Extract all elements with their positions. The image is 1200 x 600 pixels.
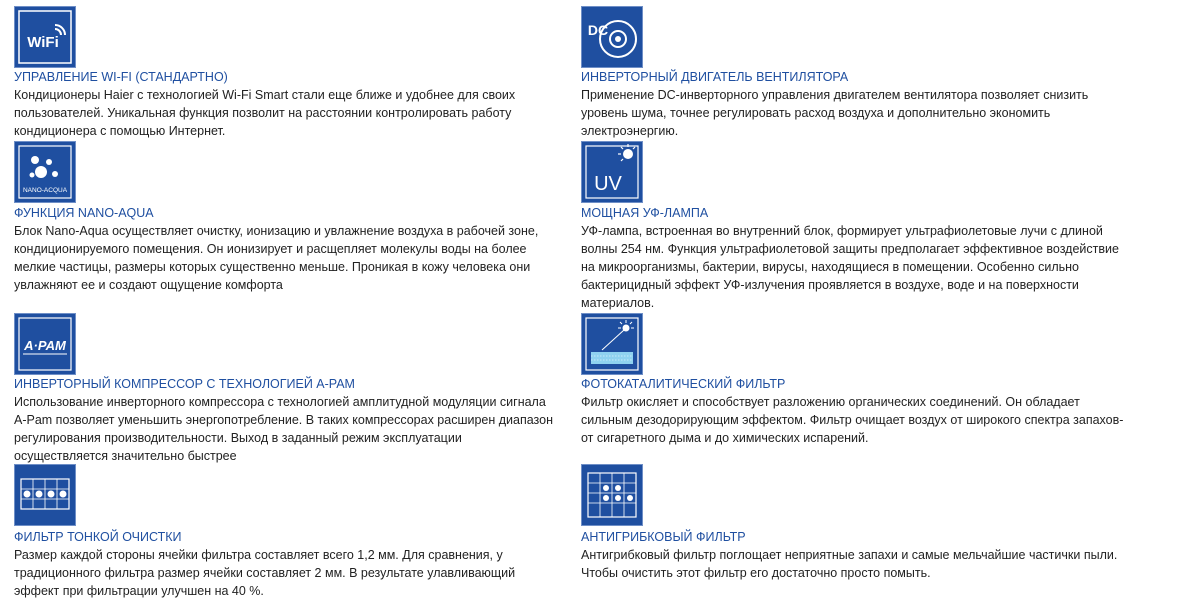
feature-description: Блок Nano-Aqua осуществляет очистку, ионизацию и увлажнение воздуха в рабочей зоне, кондиционируемого помещения. Он ионизирует и расщепляет молекулы воды на более мелкие частицы, размеры которых существенно меньше. Проникая в кожу человека они увлажняют ее и создают ощущение комфорта [14,224,539,292]
feature-title: УПРАВЛЕНИЕ WI-FI (СТАНДАРТНО) [14,70,228,84]
nano-aqua-icon [14,141,76,203]
feature-title: МОЩНАЯ УФ-ЛАМПА [581,206,709,220]
antifungal-filter-icon [581,464,643,526]
feature-description: УФ-лампа, встроенная во внутренний блок, формирует ультрафиолетовые лучи с длиной волны 254 нм. Функция ультрафиолетовой защиты предполагает эффективное воздействие на микроорганизмы, бактерии, вирусы, находящиеся в помещении. Особенно сильно бактерицидный эффект УФ-излучения проявляется в воздухе, воде и на поверхности материалов. [581,224,1119,310]
feature-title: ФУНКЦИЯ NANO-AQUA [14,206,154,220]
a-pam-icon-text: A·PAM [24,338,66,353]
wifi-icon-text: WiFi [27,34,59,51]
wifi-icon [14,6,76,68]
uv-lamp-icon [581,141,643,203]
feature-title: АНТИГРИБКОВЫЙ ФИЛЬТР [581,530,746,544]
photocatalytic-filter-icon [581,313,643,375]
feature-description: Фильтр окисляет и способствует разложению органических соединений. Он обладает сильным дезодорирующим эффектом. Фильтр очищает воздух от широкого спектра запахов-от сигаретного дыма и до химических испарений. [581,395,1124,445]
feature-title: ФОТОКАТАЛИТИЧЕСКИЙ ФИЛЬТР [581,377,786,391]
dc-motor-icon [581,6,643,68]
feature-description: Антигрибковый фильтр поглощает неприятные запахи и самые мельчайшие частички пыли. Чтобы очистить этот фильтр его достаточно просто помыть. [581,548,1118,580]
feature-description: Размер каждой стороны ячейки фильтра составляет всего 1,2 мм. Для сравнения, у традиционного фильтра размер ячейки составляет 2 мм. В результате улавливающий эффект при фильтрации улучшен на 40 %. [14,548,516,598]
nano-aqua-icon-text: NANO-ACQUA [22,187,68,194]
fine-filter-icon [14,464,76,526]
a-pam-icon [14,313,76,375]
feature-title: ИНВЕРТОРНЫЙ КОМПРЕССОР С ТЕХНОЛОГИЕЙ A-PAM [14,377,355,391]
feature-description: Применение DC-инверторного управления двигателем вентилятора позволяет снизить уровень шума, точнее регулировать расход воздуха и дополнительно экономить электроэнергию. [581,88,1089,138]
feature-description: Использование инверторного компрессора с технологией амплитудной модуляции сигнала A-Pam позволяет уменьшить энергопотребление. В таких компрессорах расширен диапазон регулирования производительности. Выход в заданный режим эксплуатации осуществляется значительно быстрее [14,395,554,463]
dc-icon-text: DC [587,22,609,38]
feature-title: ИНВЕРТОРНЫЙ ДВИГАТЕЛЬ ВЕНТИЛЯТОРА [581,70,849,84]
uv-icon-text: UV [594,173,622,195]
feature-description: Кондиционеры Haier с технологией Wi-Fi Smart стали еще ближе и удобнее для своих пользователей. Уникальная функция позволит на расстоянии контролировать работу кондиционера с помощью Интернет. [14,88,516,138]
feature-title: ФИЛЬТР ТОНКОЙ ОЧИСТКИ [14,530,182,544]
